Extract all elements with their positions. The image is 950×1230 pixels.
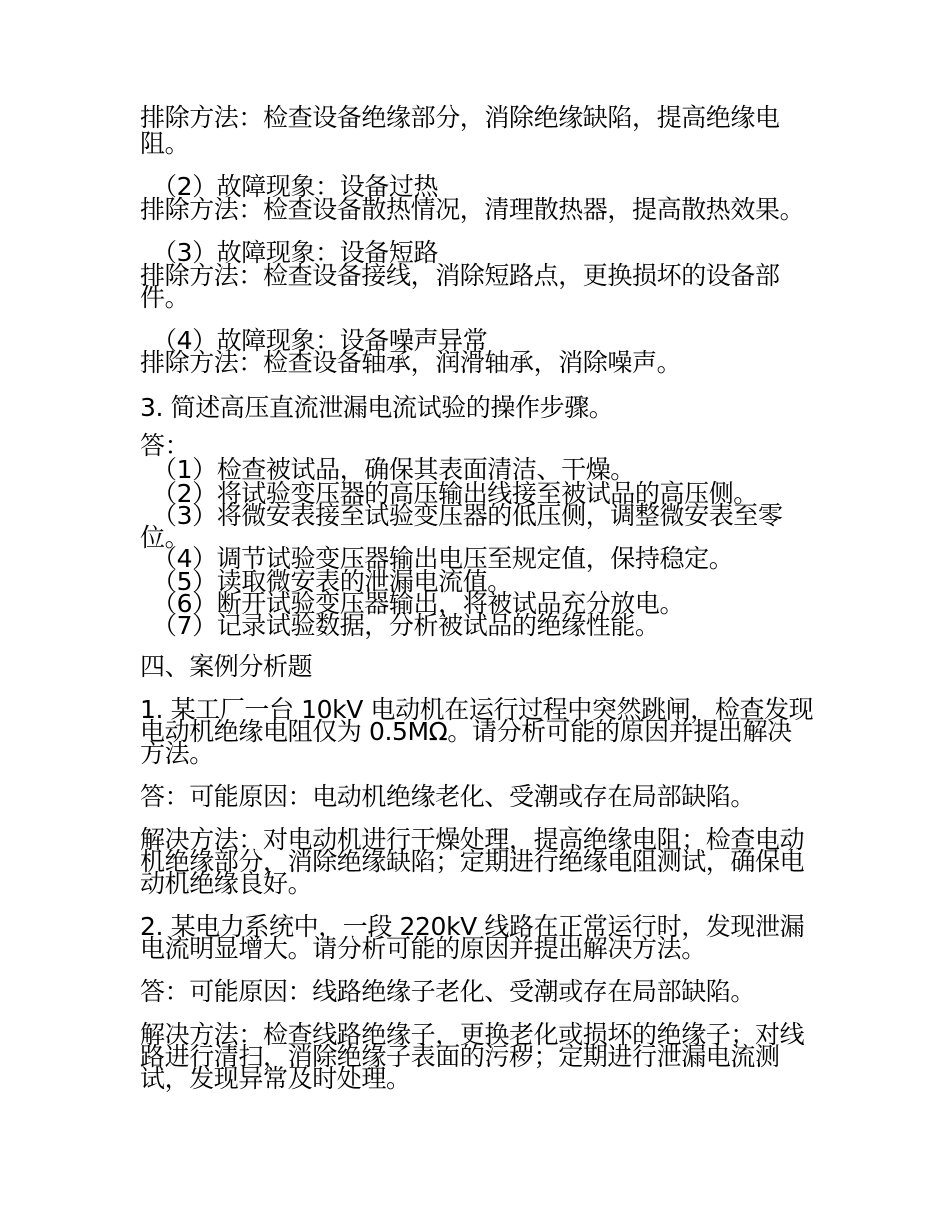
case1-question-line1: 1. 某工厂一台 10kV 电动机在运行过程中突然跳闸，检查发现 bbox=[140, 695, 814, 724]
question3-step: （2）将试验变压器的高压输出线接至被试品的高压侧。 bbox=[152, 479, 758, 508]
question3-step: （3）将微安表接至试验变压器的低压侧，调整微安表至零 bbox=[152, 501, 783, 530]
case1-cause: 答：可能原因：电动机绝缘老化、受潮或存在局部缺陷。 bbox=[140, 782, 756, 811]
section4-heading: 四、案例分析题 bbox=[140, 652, 313, 681]
case1-question-line2: 电动机绝缘电阻仅为 0.5MΩ。请分析可能的原因并提出解决 bbox=[140, 717, 792, 746]
item3-method-line1: 排除方法：检查设备接线，消除短路点，更换损坏的设备部 bbox=[140, 261, 780, 290]
case2-cause: 答：可能原因：线路绝缘子老化、受潮或存在局部缺陷。 bbox=[140, 977, 756, 1006]
item2-method: 排除方法：检查设备散热情况，清理散热器，提高散热效果。 bbox=[140, 195, 805, 224]
case2-solution-line1: 解决方法：检查线路绝缘子，更换老化或损坏的绝缘子；对线 bbox=[140, 1020, 805, 1049]
question3-step: （5）读取微安表的泄漏电流值。 bbox=[152, 567, 512, 596]
case2-solution-line2: 路进行清扫，消除绝缘子表面的污秽；定期进行泄漏电流测 bbox=[140, 1042, 780, 1071]
question3-step: （1）检查被试品，确保其表面清洁、干燥。 bbox=[152, 455, 635, 484]
item4-method: 排除方法：检查设备轴承，润滑轴承，消除噪声。 bbox=[140, 348, 682, 377]
question3-step: （6）断开试验变压器输出，将被试品充分放电。 bbox=[152, 589, 685, 618]
case1-solution-line3: 动机绝缘良好。 bbox=[140, 869, 313, 898]
item3-method-line2: 件。 bbox=[140, 283, 190, 312]
case2-question-line2: 电流明显增大。请分析可能的原因并提出解决方法。 bbox=[140, 934, 706, 963]
question3-title: 3. 简述高压直流泄漏电流试验的操作步骤。 bbox=[140, 393, 614, 422]
item4-fault: （4）故障现象：设备噪声异常 bbox=[152, 326, 488, 355]
question3-answer-label: 答： bbox=[140, 431, 190, 460]
question3-step: （7）记录试验数据，分析被试品的绝缘性能。 bbox=[152, 611, 660, 640]
case1-solution-line2: 机绝缘部分，消除绝缘缺陷；定期进行绝缘电阻测试，确保电 bbox=[140, 847, 805, 876]
item1-method-line1: 排除方法：检查设备绝缘部分，消除绝缘缺陷，提高绝缘电 bbox=[140, 103, 780, 132]
case2-question-line1: 2. 某电力系统中，一段 220kV 线路在正常运行时，发现泄漏 bbox=[140, 912, 805, 941]
item1-method-line2: 阻。 bbox=[140, 129, 190, 158]
case1-solution-line1: 解决方法：对电动机进行干燥处理，提高绝缘电阻；检查电动 bbox=[140, 825, 805, 854]
question3-step: （4）调节试验变压器输出电压至规定值，保持稳定。 bbox=[152, 544, 734, 573]
question3-step: 位。 bbox=[140, 523, 190, 552]
case2-solution-line3: 试，发现异常及时处理。 bbox=[140, 1064, 411, 1093]
item3-fault: （3）故障现象：设备短路 bbox=[152, 238, 439, 267]
case1-question-line3: 方法。 bbox=[140, 739, 214, 768]
item2-fault: （2）故障现象：设备过热 bbox=[152, 172, 439, 201]
